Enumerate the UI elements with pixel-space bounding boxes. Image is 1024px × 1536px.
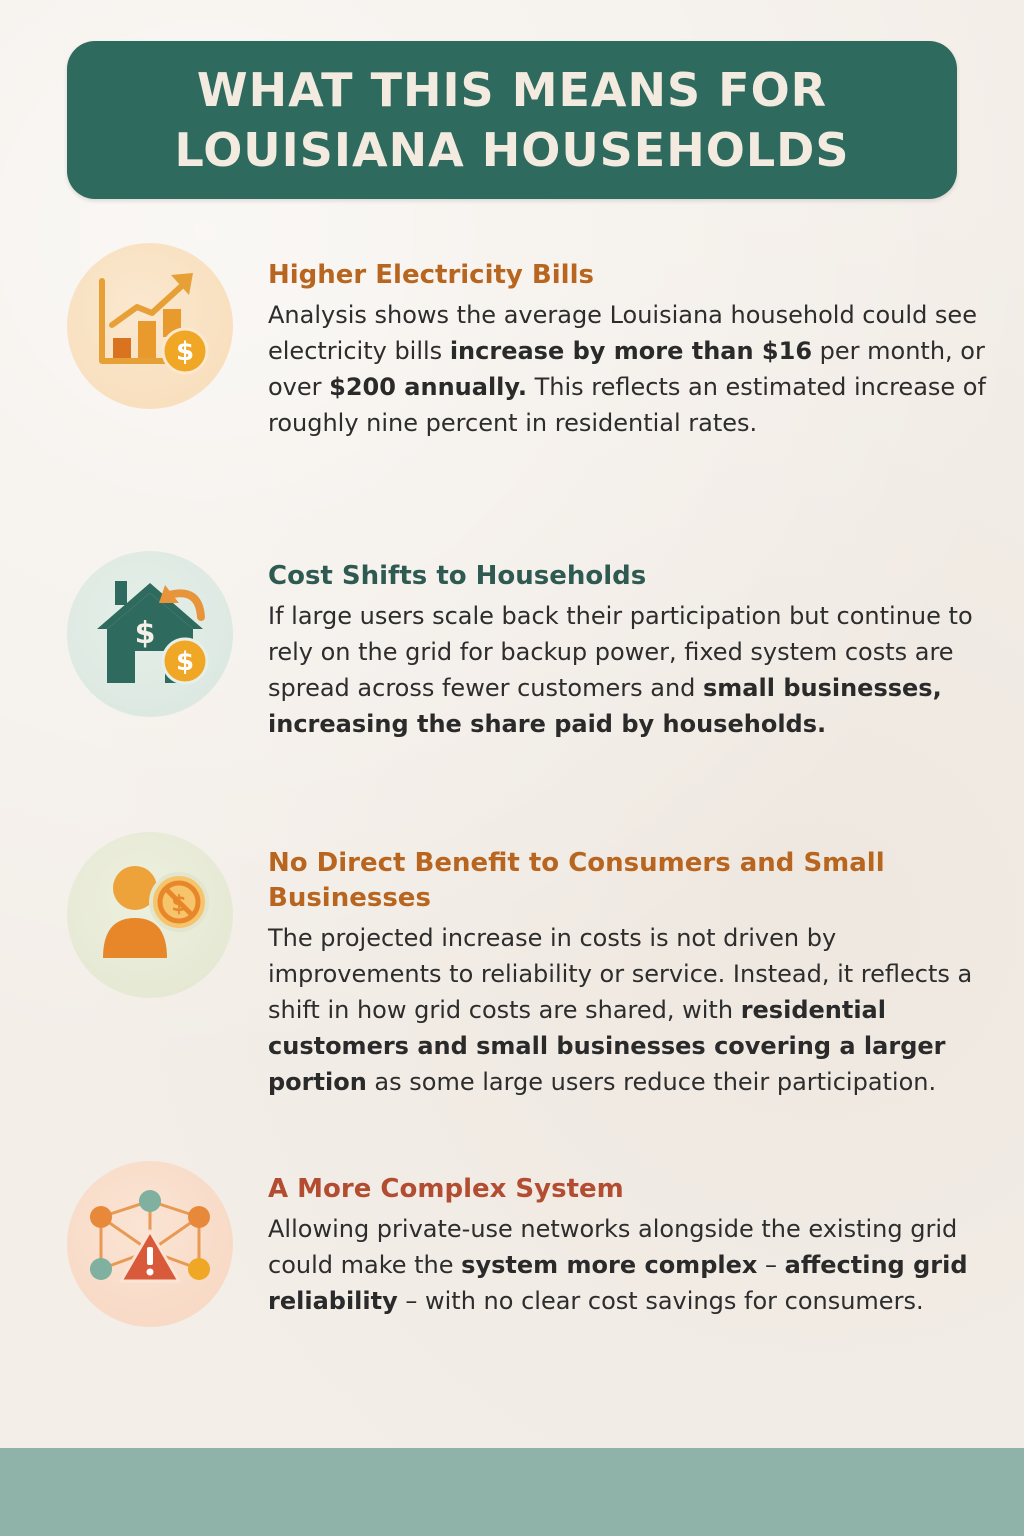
body-text: The projected increase in costs is not driven by improvements to reliability or service. Instead, it reflects a shift in how grid costs are shared, with bbox=[268, 924, 973, 1024]
body-text: This reflects an estimated increase of roughly nine percent in residential rates. bbox=[268, 373, 986, 437]
network-warning-icon bbox=[67, 1161, 233, 1327]
header-banner bbox=[67, 41, 957, 199]
section-body bbox=[268, 598, 988, 742]
person-no-benefit-icon bbox=[67, 832, 233, 998]
footer-band bbox=[0, 1448, 1024, 1536]
section-title: No Direct Benefit to Consumers and Small Businesses bbox=[268, 848, 885, 913]
body-text: as some large users reduce their participation. bbox=[366, 1068, 937, 1096]
body-text: Analysis shows the average Louisiana household could see electricity bills bbox=[268, 301, 977, 365]
body-text: – with no clear cost savings for consumers. bbox=[397, 1287, 924, 1315]
emphasis-text: system more complex bbox=[461, 1251, 758, 1279]
emphasis-text: increase by more than $16 bbox=[449, 337, 813, 365]
section-body bbox=[268, 1211, 988, 1319]
rising-bills-chart-icon bbox=[67, 243, 233, 409]
page-title: WHAT THIS MEANS FOR LOUISIANA HOUSEHOLDS bbox=[174, 63, 850, 177]
section-title: Higher Electricity Bills bbox=[268, 260, 594, 290]
emphasis-text: small businesses, increasing the share paid by households. bbox=[268, 674, 942, 738]
body-text: – bbox=[757, 1251, 785, 1279]
emphasis-text: $200 annually. bbox=[329, 373, 527, 401]
body-text: per month, or over bbox=[268, 337, 985, 401]
section-title: A More Complex System bbox=[268, 1174, 624, 1204]
svg-text:$: $ bbox=[134, 616, 156, 651]
emphasis-text: affecting grid reliability bbox=[268, 1251, 968, 1315]
body-text: Allowing private-use networks alongside the existing grid could make the bbox=[268, 1215, 958, 1279]
emphasis-text: residential customers and small businesses covering a larger portion bbox=[268, 996, 946, 1096]
section-body bbox=[268, 297, 988, 441]
body-text: If large users scale back their participation but continue to rely on the grid for backup power, fixed system costs are spread across fewer customers and bbox=[268, 602, 973, 702]
house-cost-shift-icon bbox=[67, 551, 233, 717]
section-body bbox=[268, 920, 988, 1100]
svg-text:$: $ bbox=[175, 337, 195, 367]
svg-text:$: $ bbox=[175, 647, 195, 677]
section-title: Cost Shifts to Households bbox=[268, 561, 647, 591]
svg-text:$: $ bbox=[171, 892, 187, 917]
